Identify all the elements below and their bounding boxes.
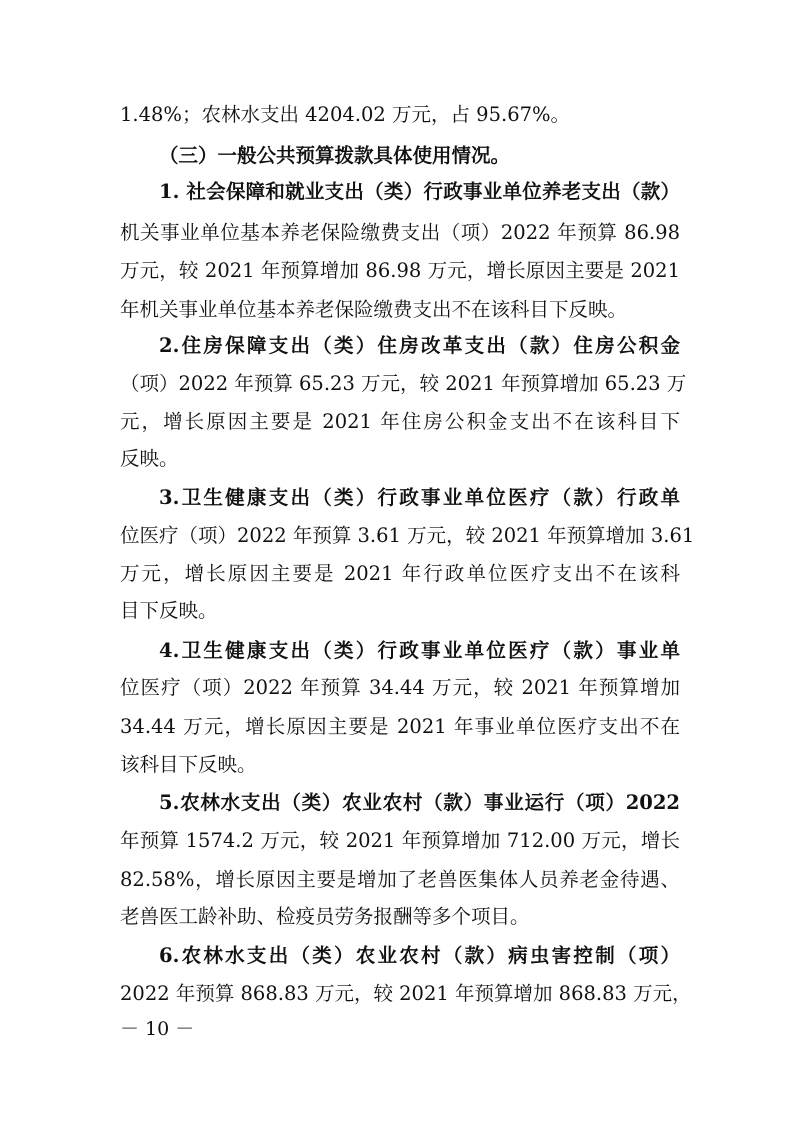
text-line: （三）一般公共预算拨款具体使用情况。 — [159, 144, 511, 167]
text-line: （项）2022 年预算 65.23 万元，较 2021 年预算增加 65.23 万 — [120, 372, 687, 395]
text-line: 82.58%，增长原因主要是增加了老兽医集体人员养老金待遇、 — [120, 868, 680, 891]
text-line: 年预算 1574.2 万元，较 2021 年预算增加 712.00 万元，增长 — [120, 829, 680, 852]
text-line: 2.住房保障支出（类）住房改革支出（款）住房公积金 — [159, 334, 680, 357]
text-line: 元，增长原因主要是 2021 年住房公积金支出不在该科目下 — [120, 410, 680, 433]
text-line: 万元，增长原因主要是 2021 年行政单位医疗支出不在该科 — [120, 562, 680, 585]
text-line: 老兽医工龄补助、检疫员劳务报酬等多个项目。 — [120, 905, 530, 928]
text-line: 1. 社会保障和就业支出（类）行政事业单位养老支出（款） — [159, 180, 680, 203]
text-line: 2022 年预算 868.83 万元，较 2021 年预算增加 868.83 万元， — [120, 982, 692, 1005]
text-line: 该科目下反映。 — [120, 753, 257, 776]
text-line: 6.农林水支出（类）农业农村（款）病虫害控制（项） — [159, 944, 680, 967]
text-line: 年机关事业单位基本养老保险缴费支出不在该科目下反映。 — [120, 298, 628, 321]
text-line: 目下反映。 — [120, 599, 218, 622]
page-number: － 10 － — [120, 1018, 195, 1040]
text-line: 位医疗（项）2022 年预算 3.61 万元，较 2021 年预算增加 3.61 — [120, 524, 695, 547]
text-line: 反映。 — [120, 447, 179, 470]
text-line: 4.卫生健康支出（类）行政事业单位医疗（款）事业单 — [159, 639, 680, 662]
text-line: 5.农林水支出（类）农业农村（款）事业运行（项）2022 — [159, 791, 680, 814]
text-line: 机关事业单位基本养老保险缴费支出（项）2022 年预算 86.98 — [120, 221, 680, 244]
text-line: 3.卫生健康支出（类）行政事业单位医疗（款）行政单 — [159, 486, 680, 509]
text-line: 34.44 万元，增长原因主要是 2021 年事业单位医疗支出不在 — [120, 715, 680, 738]
text-line: 1.48%；农林水支出 4204.02 万元，占 95.67%。 — [120, 103, 571, 126]
text-line: 万元，较 2021 年预算增加 86.98 万元，增长原因主要是 2021 — [120, 259, 680, 282]
text-line: 位医疗（项）2022 年预算 34.44 万元，较 2021 年预算增加 — [120, 676, 680, 699]
